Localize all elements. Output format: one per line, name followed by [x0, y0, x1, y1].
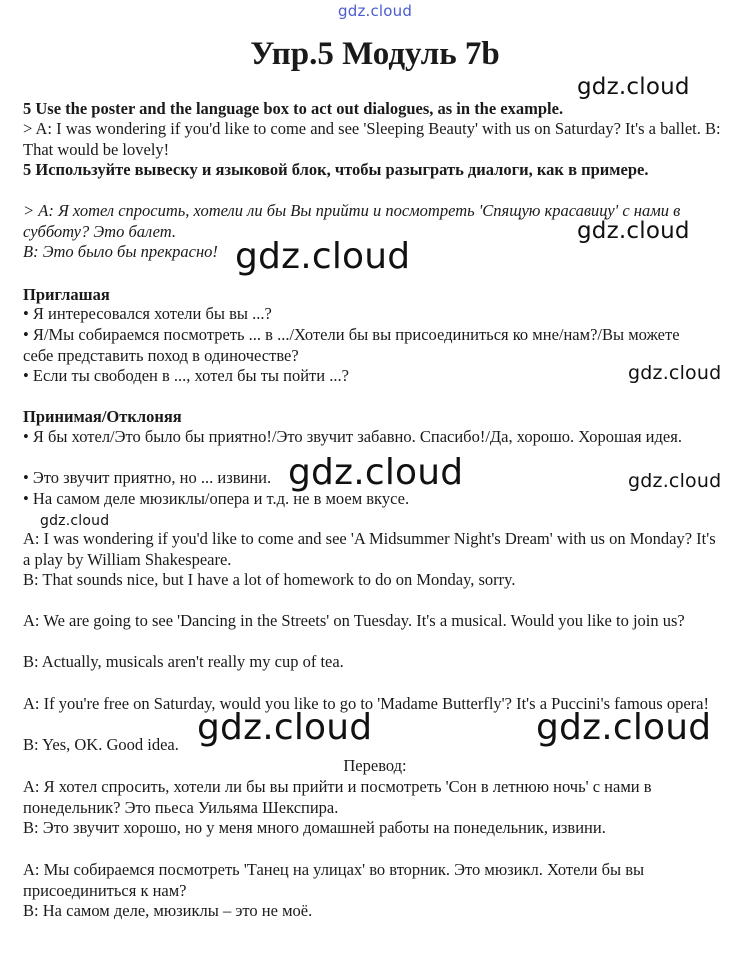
watermark: gdz.cloud: [235, 236, 411, 277]
dialogue-en-2-b: B: Actually, musicals aren't really my cup of tea.: [23, 652, 344, 671]
task-english: 5 Use the poster and the language box to act out dialogues, as in the example.: [23, 99, 564, 118]
example-english: > A: I was wondering if you'd like to come and see 'Sleeping Beauty' with us on Saturday? It's a ballet. B: That would be lovely!: [23, 119, 721, 159]
task-russian: 5 Используйте вывеску и языковой блок, чтобы разыграть диалоги, как в примере.: [23, 160, 649, 179]
example-russian-b: В: Это было бы прекрасно!: [23, 242, 218, 261]
inviting-heading: Приглашая: [23, 285, 110, 304]
watermark: gdz.cloud: [536, 707, 712, 748]
watermark: gdz.cloud: [628, 362, 722, 384]
dialogue-ru-2-b: В: На самом деле, мюзиклы – это не моё.: [23, 901, 313, 920]
watermark-top[interactable]: gdz.cloud: [338, 2, 413, 20]
example-russian-a: > А: Я хотел спросить, хотели ли бы Вы прийти и посмотреть 'Спящую красавицу' с нами в субботу? Это балет.: [23, 201, 681, 241]
dialogue-en-1-a: A: I was wondering if you'd like to come and see 'A Midsummer Night's Dream' with us on Monday? It's a play by William Shakespeare.: [23, 529, 716, 569]
watermark: gdz.cloud: [197, 707, 373, 748]
translation-label: Перевод:: [343, 756, 407, 775]
inviting-item: • Я интересовался хотели бы вы ...?: [23, 304, 272, 323]
dialogue-en-2-a: A: We are going to see 'Dancing in the Streets' on Tuesday. It's a musical. Would you like to join us?: [23, 611, 685, 630]
dialogue-en-3-b: B: Yes, OK. Good idea.: [23, 735, 179, 754]
responding-item: • На самом деле мюзиклы/опера и т.д. не в моем вкусе.: [23, 489, 410, 508]
dialogue-ru-2-a: А: Мы собираемся посмотреть 'Танец на улицах' во вторник. Это мюзикл. Хотели бы вы присоединиться к нам?: [23, 860, 645, 900]
page-title: Упр.5 Модуль 7b: [250, 36, 500, 72]
watermark: gdz.cloud: [577, 218, 690, 244]
inviting-item: • Я/Мы собираемся посмотреть ... в .../Хотели бы вы присоединиться ко мне/нам?/Вы можете себе представить поход в одиночестве?: [23, 325, 680, 365]
watermark: gdz.cloud: [288, 452, 464, 493]
watermark: gdz.cloud: [577, 74, 690, 100]
responding-item: • Я бы хотел/Это было бы приятно!/Это звучит забавно. Спасибо!/Да, хорошо. Хорошая идея.: [23, 427, 682, 446]
watermark: gdz.cloud: [628, 470, 722, 492]
inviting-item: • Если ты свободен в ..., хотел бы ты пойти ...?: [23, 366, 349, 385]
dialogue-ru-1-a: А: Я хотел спросить, хотели ли бы вы прийти и посмотреть 'Сон в летнюю ночь' с нами в понедельник? Это пьеса Уильяма Шекспира.: [23, 777, 652, 817]
dialogue-en-3-a: A: If you're free on Saturday, would you like to go to 'Madame Butterfly'? It's a Puccini's famous opera!: [23, 694, 709, 713]
responding-item: • Это звучит приятно, но ... извини.: [23, 468, 272, 487]
responding-heading: Принимая/Отклоняя: [23, 407, 182, 426]
dialogue-en-1-b: B: That sounds nice, but I have a lot of homework to do on Monday, sorry.: [23, 570, 516, 589]
watermark: gdz.cloud: [40, 513, 110, 529]
dialogue-ru-1-b: В: Это звучит хорошо, но у меня много домашней работы на понедельник, извини.: [23, 818, 606, 837]
